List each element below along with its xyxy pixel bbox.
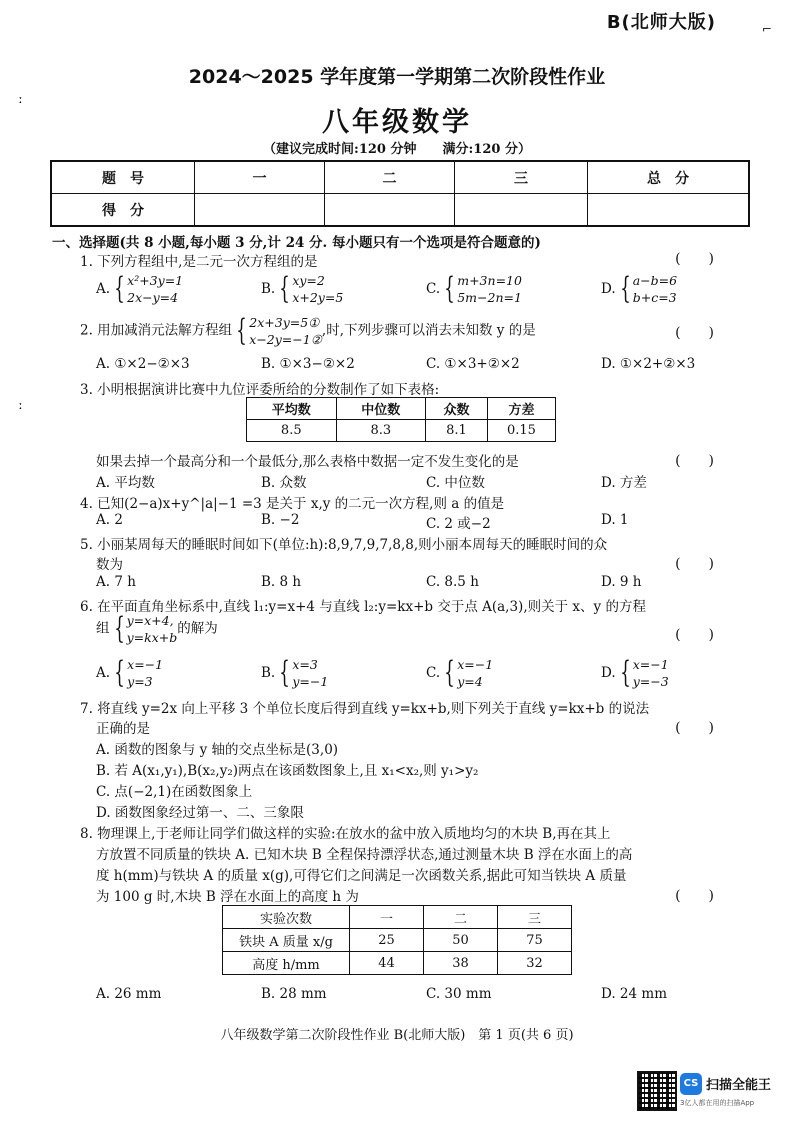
question-2-stem: 2. 用加减消元法解方程组 { 2x+3y=5① x−2y=−1② ,时,下列步骤可以消去未知数 y 的是 bbox=[80, 313, 536, 348]
option-a: A. 2 bbox=[96, 512, 123, 528]
score-stats-table bbox=[246, 397, 556, 442]
equation: x=3 bbox=[292, 657, 318, 672]
score-header-cell: 三 bbox=[455, 161, 588, 194]
table-cell: 38 bbox=[424, 952, 498, 975]
table-cell: 8.3 bbox=[336, 420, 426, 442]
option-b: B. ①×3−②×2 bbox=[261, 356, 355, 372]
question-3-options bbox=[96, 471, 736, 489]
subject-title: 八年级数学 bbox=[322, 107, 472, 138]
equation: y=−3 bbox=[632, 674, 669, 689]
answer-paren: ( ) bbox=[675, 720, 714, 736]
question-2-options bbox=[96, 356, 736, 374]
score-cell bbox=[325, 194, 455, 227]
question-4-options bbox=[96, 512, 736, 530]
option-c: C. 30 mm bbox=[426, 986, 492, 1002]
option-c: C. 2 或−2 bbox=[426, 516, 491, 532]
question-5-stem: 5. 小丽某周每天的睡眠时间如下(单位:h):8,9,7,9,7,8,8,则小丽本周每天的睡眠时间的众 bbox=[80, 537, 608, 553]
table-row-label: 铁块 A 质量 x/g bbox=[223, 929, 350, 952]
option-d: D. 函数图象经过第一、二、三象限 bbox=[96, 805, 304, 821]
question-1-stem: 1. 下列方程组中,是二元一次方程组的是 bbox=[80, 254, 318, 270]
question-8-line: 度 h(mm)与铁块 A 的质量 x(g),可得它们之间满足一次函数关系,据此可知当铁块 A 质量 bbox=[96, 868, 627, 884]
stem-text: 的解为 bbox=[177, 620, 218, 637]
option-d: D. ①×2+②×3 bbox=[601, 356, 696, 372]
exam-title: 2024～2025 学年度第一学期第二次阶段性作业 bbox=[188, 66, 606, 88]
score-cell bbox=[195, 194, 325, 227]
table-cell: 75 bbox=[498, 929, 572, 952]
question-5-stem2: 数为 bbox=[96, 557, 123, 573]
table-cell: 8.5 bbox=[247, 420, 337, 442]
scanner-app-name: 扫描全能王 bbox=[706, 1078, 772, 1093]
score-cell bbox=[455, 194, 588, 227]
equation: a−b=6 bbox=[632, 273, 678, 288]
option-label: C. bbox=[426, 665, 441, 681]
table-header: 众数 bbox=[426, 398, 488, 420]
score-label-cell: 得 分 bbox=[51, 194, 195, 227]
table-header: 方差 bbox=[487, 398, 555, 420]
option-label: D. bbox=[601, 281, 616, 297]
answer-paren: ( ) bbox=[675, 325, 714, 341]
option-c: C. 8.5 h bbox=[426, 574, 479, 590]
equation: x+2y=5 bbox=[292, 290, 344, 305]
equation: x−2y=−1② bbox=[249, 332, 322, 347]
table-header: 中位数 bbox=[336, 398, 426, 420]
answer-paren: ( ) bbox=[675, 251, 714, 267]
table-header: 二 bbox=[424, 906, 498, 929]
equation: 5m−2n=1 bbox=[457, 290, 522, 305]
table-row-label: 高度 h/mm bbox=[223, 952, 350, 975]
option-b: B. 众数 bbox=[261, 475, 307, 491]
option-d: D. 1 bbox=[601, 512, 629, 528]
option-a: A. 26 mm bbox=[96, 986, 162, 1002]
equation: x²+3y=1 bbox=[127, 273, 184, 288]
equation: x=−1 bbox=[457, 657, 494, 672]
equation: y=4 bbox=[457, 674, 483, 689]
table-header: 三 bbox=[498, 906, 572, 929]
question-6-stem2: 组 { y=x+4, y=kx+b 的解为 bbox=[96, 611, 218, 646]
equation: b+c=3 bbox=[632, 290, 677, 305]
table-cell: 0.15 bbox=[487, 420, 555, 442]
option-a: A. ①×2−②×3 bbox=[96, 356, 190, 372]
question-3-stem2: 如果去掉一个最高分和一个最低分,那么表格中数据一定不发生变化的是 bbox=[96, 454, 519, 470]
question-8-options bbox=[96, 986, 736, 1004]
option-label: A. bbox=[96, 281, 111, 297]
option-d: D. 方差 bbox=[601, 475, 647, 491]
table-cell: 50 bbox=[424, 929, 498, 952]
question-7-stem2: 正确的是 bbox=[96, 721, 150, 737]
score-header-cell: 一 bbox=[195, 161, 325, 194]
equation: m+3n=10 bbox=[457, 273, 522, 288]
table-cell: 25 bbox=[350, 929, 424, 952]
equation: y=x+4, bbox=[126, 613, 174, 628]
option-d: D. 9 h bbox=[601, 574, 642, 590]
corner-mark: ⌐ bbox=[761, 22, 772, 36]
question-8-line: 8. 物理课上,于老师让同学们做这样的实验:在放水的盆中放入质地均匀的木块 B,再在其上 bbox=[80, 826, 611, 842]
score-cell bbox=[588, 194, 750, 227]
scanner-tagline: 3亿人都在用的扫描App bbox=[680, 1099, 755, 1107]
answer-paren: ( ) bbox=[675, 888, 714, 904]
equation: y=−1 bbox=[292, 674, 329, 689]
stem-text: ,时,下列步骤可以消去未知数 y 的是 bbox=[321, 322, 536, 339]
exam-info: （建议完成时间:120 分钟 满分:120 分） bbox=[263, 142, 531, 157]
question-8-line: 为 100 g 时,木块 B 浮在水面上的高度 h 为 bbox=[96, 889, 359, 905]
equation: x=−1 bbox=[127, 657, 164, 672]
qr-code bbox=[637, 1071, 677, 1111]
option-d: D. 24 mm bbox=[601, 986, 667, 1002]
answer-paren: ( ) bbox=[675, 453, 714, 469]
score-table bbox=[50, 160, 750, 227]
table-header: 一 bbox=[350, 906, 424, 929]
edition-tag: B(北师大版) bbox=[606, 12, 716, 33]
question-6-stem: 6. 在平面直角坐标系中,直线 l₁:y=x+4 与直线 l₂:y=kx+b 交于点 A(a,3),则关于 x、y 的方程 bbox=[80, 599, 646, 615]
stem-text: 2. 用加减消元法解方程组 bbox=[80, 322, 233, 339]
option-b: B. 8 h bbox=[261, 574, 302, 590]
question-4-stem: 4. 已知(2−a)x+y^|a|−1 =3 是关于 x,y 的二元一次方程,则 a 的值是 bbox=[80, 496, 505, 512]
experiment-table bbox=[222, 905, 572, 975]
equation: 2x+3y=5① bbox=[249, 315, 320, 330]
equation: y=kx+b bbox=[126, 630, 178, 645]
question-8-line: 方放置不同质量的铁块 A. 已知木块 B 全程保持漂浮状态,通过测量木块 B 浮在水面上的高 bbox=[96, 847, 633, 863]
option-c: C. 点(−2,1)在函数图象上 bbox=[96, 784, 253, 800]
option-label: B. bbox=[261, 281, 276, 297]
option-a: A. 平均数 bbox=[96, 475, 155, 491]
question-3-stem: 3. 小明根据演讲比赛中九位评委所给的分数制作了如下表格: bbox=[80, 382, 440, 398]
question-5-options bbox=[96, 574, 736, 592]
option-b: B. −2 bbox=[261, 512, 300, 528]
score-header-cell: 二 bbox=[325, 161, 455, 194]
option-a: A. 函数的图象与 y 轴的交点坐标是(3,0) bbox=[96, 742, 339, 758]
score-header-cell: 题 号 bbox=[51, 161, 195, 194]
option-label: D. bbox=[601, 665, 616, 681]
score-header-cell: 总 分 bbox=[588, 161, 750, 194]
table-header: 实验次数 bbox=[223, 906, 350, 929]
table-header: 平均数 bbox=[247, 398, 337, 420]
stem-text: 组 bbox=[96, 620, 110, 637]
option-b: B. 若 A(x₁,y₁),B(x₂,y₂)两点在该函数图象上,且 x₁<x₂,则 y₁>y₂ bbox=[96, 763, 479, 779]
question-1-options: A. { x²+3y=1 2x−y=4 B. { xy=2 x+2y=5 C. { m+3n=10 5m−2n=1 D. { a−b=6 b+c=3 bbox=[96, 271, 678, 306]
section-heading: 一、选择题(共 8 小题,每小题 3 分,计 24 分. 每小题只有一个选项是符合题意的) bbox=[52, 235, 541, 251]
equation: y=3 bbox=[127, 674, 153, 689]
equation: 2x−y=4 bbox=[127, 290, 179, 305]
equation: xy=2 bbox=[292, 273, 325, 288]
answer-paren: ( ) bbox=[675, 556, 714, 572]
option-label: A. bbox=[96, 665, 111, 681]
page-footer: 八年级数学第二次阶段性作业 B(北师大版) 第 1 页(共 6 页) bbox=[220, 1028, 574, 1043]
option-label: B. bbox=[261, 665, 276, 681]
scanner-logo: CS bbox=[680, 1073, 702, 1095]
option-c: C. ①×3+②×2 bbox=[426, 356, 520, 372]
option-label: C. bbox=[426, 281, 441, 297]
option-a: A. 7 h bbox=[96, 574, 136, 590]
margin-mark: ː bbox=[18, 92, 23, 107]
margin-mark: ː bbox=[18, 398, 23, 413]
question-7-stem: 7. 将直线 y=2x 向上平移 3 个单位长度后得到直线 y=kx+b,则下列关于直线 y=kx+b 的说法 bbox=[80, 701, 650, 717]
table-cell: 32 bbox=[498, 952, 572, 975]
equation: x=−1 bbox=[632, 657, 669, 672]
option-b: B. 28 mm bbox=[261, 986, 327, 1002]
question-6-options: A. { x=−1 y=3 B. { x=3 y=−1 C. { x=−1 y=4 D. { x=−1 y=−3 bbox=[96, 655, 669, 690]
answer-paren: ( ) bbox=[675, 627, 714, 643]
table-cell: 44 bbox=[350, 952, 424, 975]
option-c: C. 中位数 bbox=[426, 475, 485, 491]
table-cell: 8.1 bbox=[426, 420, 488, 442]
